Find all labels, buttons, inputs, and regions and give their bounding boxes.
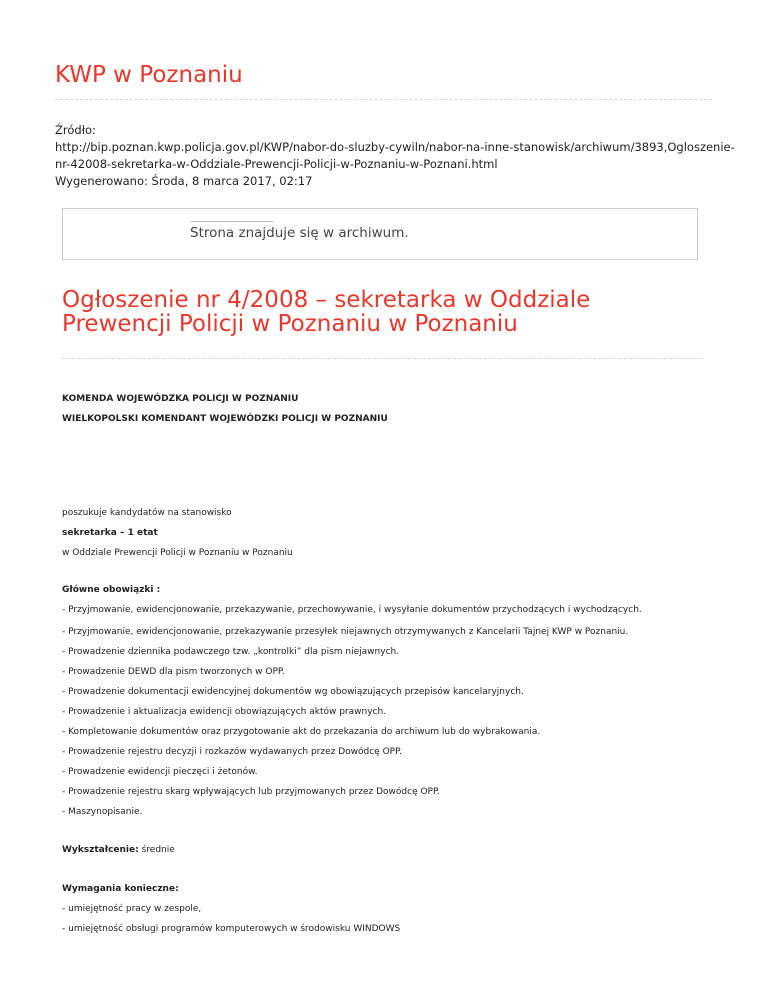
source-block [55,122,735,190]
requirement-item: - umiejętność pracy w zespole, [62,904,202,914]
page-title-divider [62,358,702,359]
duty-item: - Maszynopisanie. [62,807,143,817]
page-title [62,288,722,336]
title-divider [55,99,712,100]
education-value: średnie [138,845,175,855]
site-title: KWP w Poznaniu [55,62,243,88]
duty-item: - Prowadzenie ewidencji pieczęci i żetonów. [62,767,258,777]
source-url-line-2[interactable]: nr-42008-sekretarka-w-Oddziale-Prewencji-Policji-w-Poznaniu-w-Poznani.html [55,157,498,171]
commander-name: WIELKOPOLSKI KOMENDANT WOJEWÓDZKI POLICJI W POZNANIU [62,414,388,424]
duty-item: - Przyjmowanie, ewidencjonowanie, przekazywanie przesyłek niejawnych otrzymywanych z Kancelarii Tajnej KWP w Poznaniu. [62,627,629,637]
requirement-item: - umiejętność obsługi programów komputerowych w środowisku WINDOWS [62,924,401,934]
duties-heading: Główne obowiązki : [62,585,161,595]
duty-item: - Prowadzenie rejestru decyzji i rozkazów wydawanych przez Dowódcę OPP. [62,747,402,757]
duty-item: - Prowadzenie dokumentacji ewidencyjnej dokumentów wg obowiązujących przepisów kancelaryjnych. [62,687,524,697]
page-title-line-1: Ogłoszenie nr 4/2008 – sekretarka w Oddziale [62,287,591,313]
source-label: Źródło: [55,123,96,137]
education-label: Wykształcenie: [62,845,139,855]
duty-item: - Prowadzenie dziennika podawczego tzw. „kontrolki” dla pism niejawnych. [62,647,400,657]
seeking-text: poszukuje kandydatów na stanowisko [62,508,232,518]
requirements-heading: Wymagania konieczne: [62,884,179,894]
duty-item: - Przyjmowanie, ewidencjonowanie, przekazywanie, przechowywanie, i wysyłanie dokumentów przychodzących i wychodzących. [62,605,642,615]
generated-timestamp: Wygenerowano: Środa, 8 marca 2017, 02:17 [55,174,313,188]
page-title-line-2: Prewencji Policji w Poznaniu w Poznaniu [62,311,518,337]
duty-item: - Prowadzenie DEWD dla pism tworzonych w OPP. [62,667,285,677]
position-name: sekretarka – 1 etat [62,528,158,538]
archive-notice-text: Strona znajduje się w archiwum. [190,225,409,241]
duty-item: - Kompletowanie dokumentów oraz przygotowanie akt do przekazania do archiwum lub do wybrakowania. [62,727,541,737]
duty-item: - Prowadzenie i aktualizacja ewidencji obowiązujących aktów prawnych. [62,707,387,717]
duty-item: - Prowadzenie rejestru skarg wpływających lub przyjmowanych przez Dowódcę OPP. [62,787,440,797]
source-url-line-1[interactable]: http://bip.poznan.kwp.policja.gov.pl/KWP/nabor-do-sluzby-cywiln/nabor-na-inne-stanowisk/archiwum/3893,Ogloszenie- [55,140,735,154]
education-line [62,845,175,855]
archive-notice-rule [191,221,273,222]
position-unit: w Oddziale Prewencji Policji w Poznaniu w Poznaniu [62,548,293,558]
archive-notice-box [62,208,698,260]
org-name: KOMENDA WOJEWÓDZKA POLICJI W POZNANIU [62,394,299,404]
